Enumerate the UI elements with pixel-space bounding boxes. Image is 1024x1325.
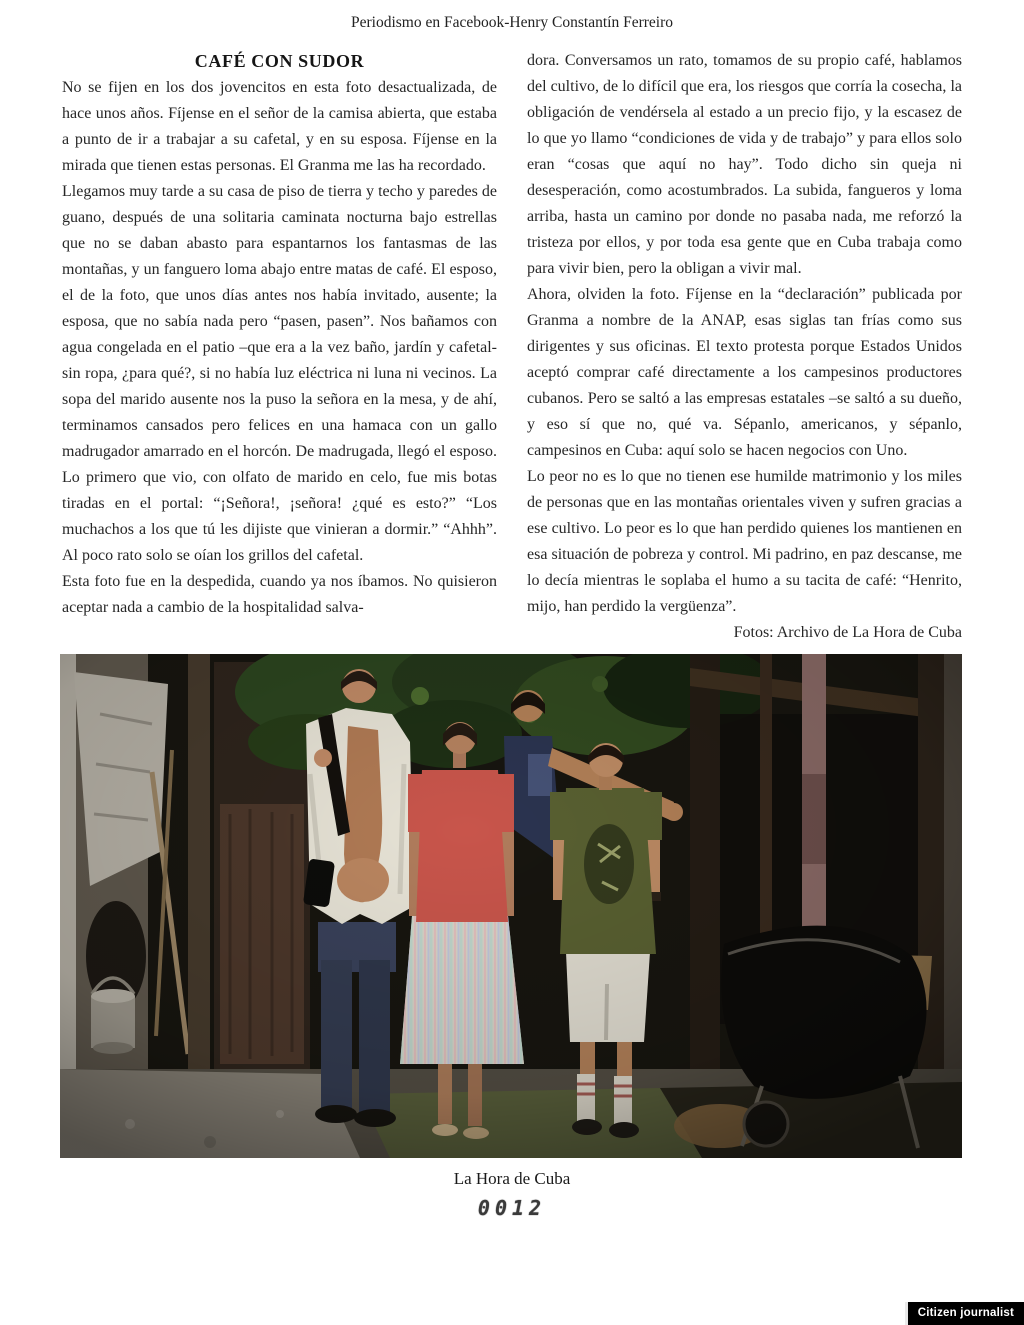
article-body [62,48,962,646]
page-header: Periodismo en Facebook-Henry Constantín Ferreiro [351,14,673,31]
photo-credit: Fotos: Archivo de La Hora de Cuba [733,624,962,641]
family-photo [60,654,962,1158]
right-paragraph-1: dora. Conversamos un rato, tomamos de su propio café, hablamos del cultivo, de lo difícil que era, los riesgos que corría la cosecha, la obligación de vendérsela al estado a un precio fijo, y la escasez de lo que yo llamo “condiciones de vida y de trabajo” y para ellos solo eran “cosas que aquí no hay”. Todo dicho sin queja ni desesperación, como acostumbrados. La subida, fangueros y loma arriba, hasta un camino por donde no pasaba nada, me reforzó la tristeza por ellos, y por toda esa gente que en Cuba trabaja como para vivir bien, pero la obligan a vivir mal. [527,52,962,277]
family-photo-illustration [60,654,962,1158]
citizen-journalist-badge: Citizen journalist [905,1302,1024,1325]
page-counter: 0012 [477,1196,547,1220]
right-paragraph-2: Ahora, olviden la foto. Fíjense en la “declaración” publicada por Granma a nombre de la ANAP, esas siglas tan frías como sus dirigentes y sus oficinas. El texto protesta porque Estados Unidos aceptó comprar café directamente a los campesinos productores cubanos. Pero se saltó a las empresas estatales –se saltó a su dueño, y eso sí que no, qué va. Sépanlo, americanos, y sépanlo, campesinos en Cuba: aquí solo se hacen negocios con Uno. [527,286,962,459]
right-column [527,48,962,646]
right-paragraph-3: Lo peor no es lo que no tienen ese humilde matrimonio y los miles de personas que en las montañas orientales viven y sufren gracias a ese cultivo. Lo peor es lo que han perdido quienes los mantienen en esa situación de pobreza y control. Mi padrino, en paz descanse, me lo decía mientras le soplaba el humo a su tacita de café: “Henrito, mijo, han perdido la vergüenza”. [527,468,962,615]
left-paragraph-1: No se fijen en los dos jovencitos en esta foto desactualizada, de hace unos años. Fíjense en el señor de la camisa abierta, que estaba a punto de ir a trabajar a su cafetal, y en su esposa. Fíjense en la mirada que tienen estas personas. El Granma me las ha recordado. [62,79,497,174]
photo-caption: La Hora de Cuba [453,1169,571,1188]
article-title: CAFÉ CON SUDOR [194,51,365,71]
left-column [62,48,497,646]
left-paragraph-3: Esta foto fue en la despedida, cuando ya nos íbamos. No quisieron aceptar nada a cambio de la hospitalidad salva- [62,573,497,616]
left-paragraph-2: Llegamos muy tarde a su casa de piso de tierra y techo y paredes de guano, después de una solitaria caminata nocturna bajo estrellas que no se daban abasto para espantarnos los fantasmas de las montañas, y un fanguero loma abajo entre matas de café. El esposo, el de la foto, que unos días antes nos había invitado, ausente; la esposa, que no sabía nada pero “pasen, pasen”. Nos bañamos con agua congelada en el patio –que era a la vez baño, jardín y cafetal- sin ropa, ¿para qué?, si no había luz eléctrica ni luna ni vecinos. La sopa del marido ausente nos la puso la señora en la mesa, y de ahí, terminamos cansados pero felices en una hamaca con un gallo madrugador amarrado en el horcón. De madrugada, llegó el esposo. Lo primero que vio, con olfato de marido en celo, fue mis botas tiradas en el portal: “¡Señora!, ¡señora! ¿qué es esto?” “Los muchachos a los que tú les dijiste que vinieran a dormir.” “Ahhh”. Al poco rato solo se oían los grillos del cafetal. [62,183,497,564]
vignette-overlay [60,654,962,1158]
